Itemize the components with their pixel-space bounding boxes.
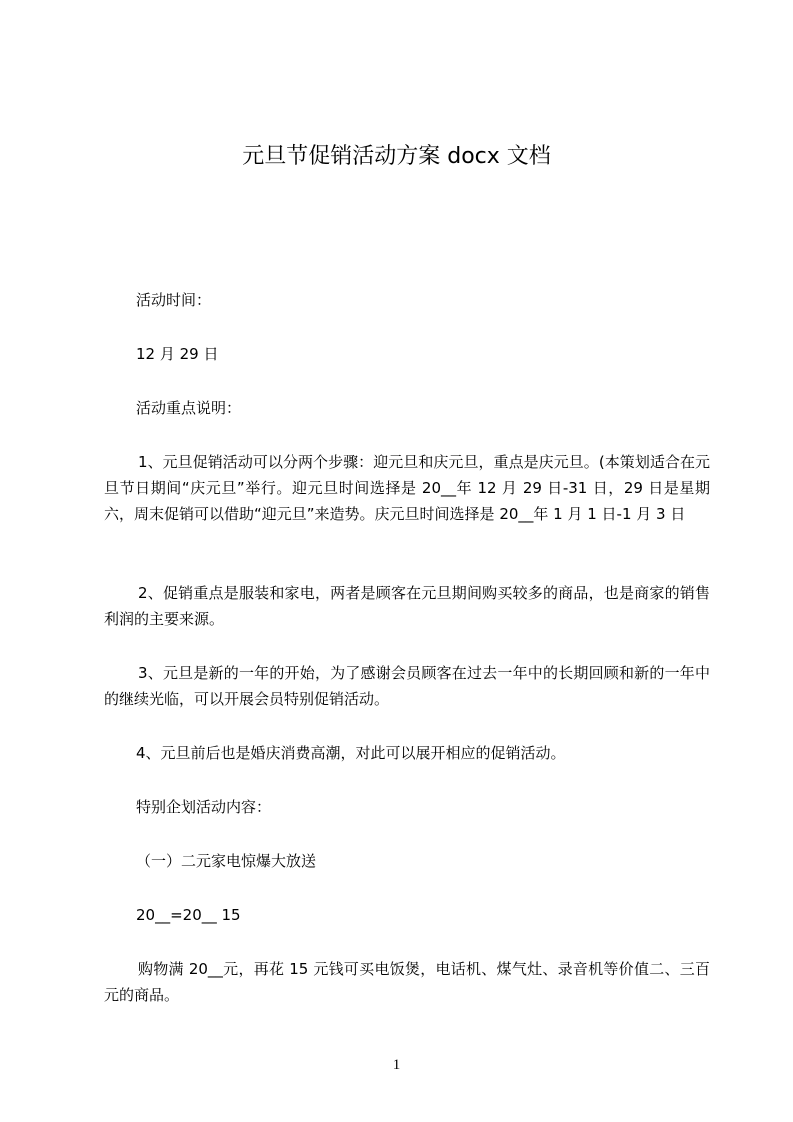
- paragraph-key-notes-label: 活动重点说明：: [136, 399, 242, 417]
- paragraph-formula: 20__=20__ 15: [136, 906, 241, 924]
- paragraph-point-3: 3、元旦是新的一年的开始，为了感谢会员顾客在过去一年中的长期回顾和新的一年中的继续光临，可以开展会员特别促销活动。: [104, 664, 710, 708]
- paragraph-activity-date: 12 月 29 日: [136, 345, 219, 363]
- paragraph-point-4: 4、元旦前后也是婚庆消费高潮，对此可以展开相应的促销活动。: [136, 744, 566, 762]
- paragraph-section-heading: （一）二元家电惊爆大放送: [136, 852, 317, 870]
- paragraph-activity-time-label: 活动时间：: [136, 291, 212, 309]
- paragraph-point-1: 1、元旦促销活动可以分两个步骤：迎元旦和庆元旦，重点是庆元旦。(本策划适合在元旦节日期间“庆元旦”举行。迎元旦时间选择是 20__年 12 月 29 日-31 日，29 日是星期六，周末促销可以借助“迎元旦”来造势。庆元旦时间选择是 20__年 1 月 1 日-1 月 3 日: [104, 453, 710, 523]
- document-title: 元旦节促销活动方案 docx 文档: [242, 144, 551, 169]
- page-number: 1: [392, 1057, 401, 1073]
- paragraph-special-plan-label: 特别企划活动内容：: [136, 798, 272, 816]
- paragraph-point-2: 2、促销重点是服装和家电，两者是顾客在元旦期间购买较多的商品，也是商家的销售利润的主要来源。: [104, 584, 710, 628]
- paragraph-purchase-offer: 购物满 20__元，再花 15 元钱可买电饭煲，电话机、煤气灶、录音机等价值二、三百元的商品。: [104, 960, 710, 1004]
